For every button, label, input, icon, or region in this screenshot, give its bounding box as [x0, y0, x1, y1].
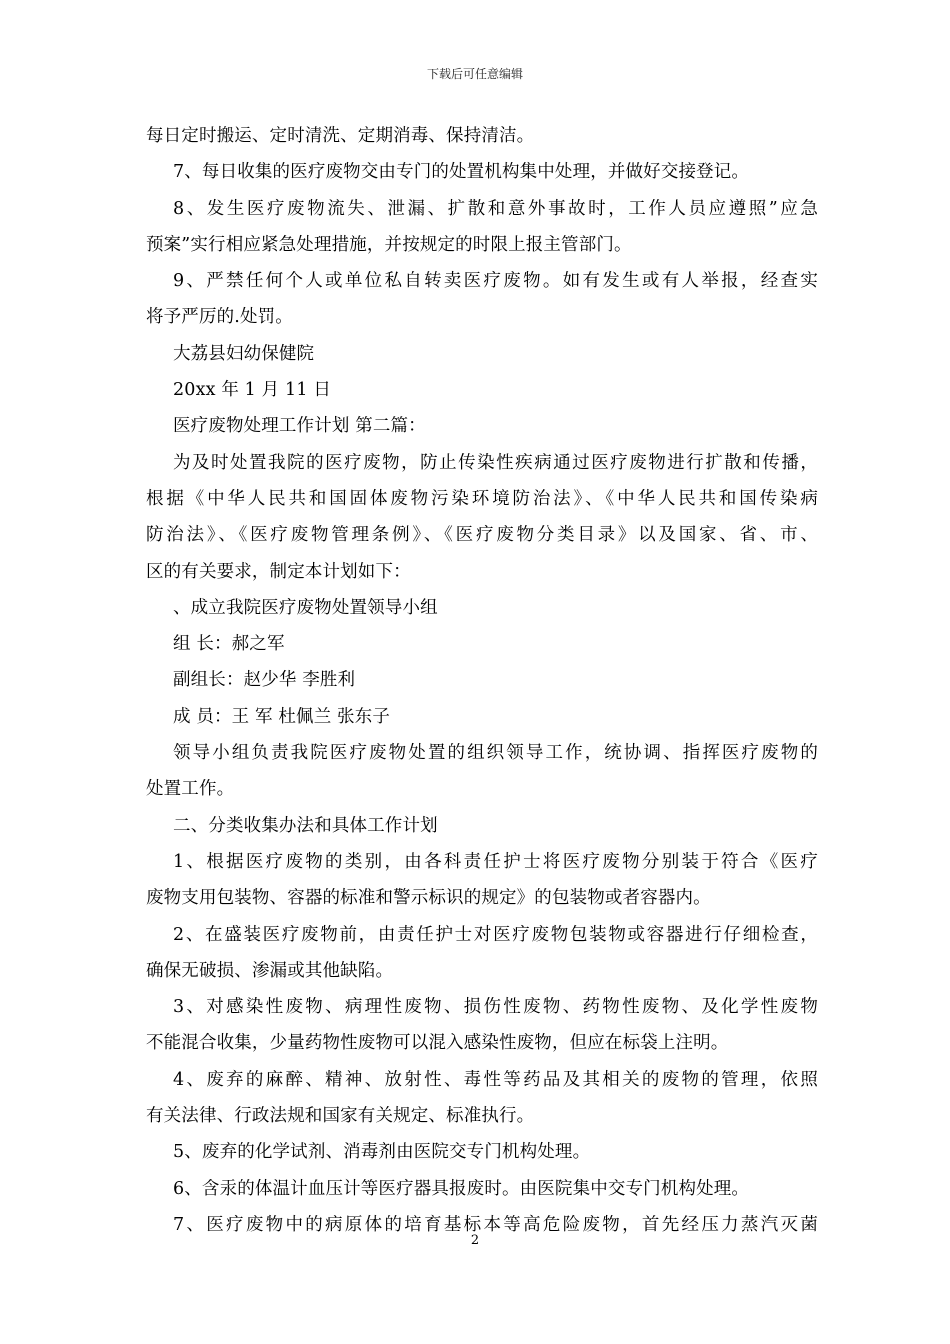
text-line: 医疗废物处理工作计划 第二篇：	[173, 416, 426, 437]
page-header: 下载后可任意编辑	[426, 67, 523, 81]
text-line: 不能混合收集，少量药物性废物可以混入感染性废物，但应在标袋上注明。	[146, 1033, 729, 1054]
text-line: 5、废弃的化学试剂、消毒剂由医院交专门机构处理。	[173, 1142, 591, 1163]
text-line: 废物支用包装物、容器的标准和警示标识的规定》的包装物或者容器内。	[146, 888, 711, 909]
text-line: 大荔县妇幼保健院	[173, 343, 315, 364]
text-line: 2、在盛装医疗废物前，由责任护士对医疗废物包装物或容器进行仔细检查，	[173, 924, 818, 945]
text-line: 、成立我院医疗废物处置领导小组	[173, 597, 438, 618]
text-line: 6、含汞的体温计血压计等医疗器具报废时。由医院集中交专门机构处理。	[173, 1178, 750, 1199]
text-line: 预案”实行相应紧急处理措施，并按规定的时限上报主管部门。	[146, 234, 632, 255]
text-line: 副组长：赵少华 李胜利	[173, 670, 356, 691]
text-line: 3、对感染性废物、病理性废物、损伤性废物、药物性废物、及化学性废物	[173, 997, 818, 1018]
text-line: 二、分类收集办法和具体工作计划	[173, 815, 438, 836]
document-body	[146, 118, 818, 1243]
text-line: 区的有关要求，制定本计划如下：	[146, 561, 411, 582]
text-line: 根据《中华人民共和国固体废物污染环境防治法》、《中华人民共和国传染病	[146, 488, 818, 509]
text-line: 领导小组负责我院医疗废物处置的组织领导工作，统协调、指挥医疗废物的	[173, 743, 818, 764]
text-line: 8、发生医疗废物流失、泄漏、扩散和意外事故时，工作人员应遵照”应急	[173, 198, 818, 219]
text-line: 确保无破损、渗漏或其他缺陷。	[146, 960, 394, 981]
text-line: 防治法》、《医疗废物管理条例》、《医疗废物分类目录》以及国家、省、市、	[146, 525, 818, 546]
page-number: 2	[470, 1233, 480, 1248]
text-line: 4、废弃的麻醉、精神、放射性、毒性等药品及其相关的废物的管理，依照	[173, 1069, 818, 1090]
text-line: 组 长：郝之军	[173, 634, 285, 655]
text-line: 1、根据医疗废物的类别，由各科责任护士将医疗废物分别装于符合《医疗	[173, 851, 818, 872]
text-line: 为及时处置我院的医疗废物，防止传染性疾病通过医疗废物进行扩散和传播，	[173, 452, 818, 473]
text-line: 9、严禁任何个人或单位私自转卖医疗废物。如有发生或有人举报，经查实	[173, 271, 818, 292]
text-line: 有关法律、行政法规和国家有关规定、标准执行。	[146, 1106, 535, 1127]
text-line: 7、医疗废物中的病原体的培育基标本等高危险废物，首先经压力蒸汽灭菌	[173, 1214, 818, 1235]
text-line: 20xx 年 1 月 11 日	[173, 380, 331, 401]
text-line: 处置工作。	[146, 779, 235, 800]
text-line: 将予严厉的.处罚。	[146, 307, 293, 328]
text-line: 7、每日收集的医疗废物交由专门的处置机构集中处理，并做好交接登记。	[173, 162, 750, 183]
text-line: 每日定时搬运、定时清洗、定期消毒、保持清洁。	[146, 126, 535, 146]
text-line: 成 员：王 军 杜佩兰 张东子	[173, 706, 391, 727]
